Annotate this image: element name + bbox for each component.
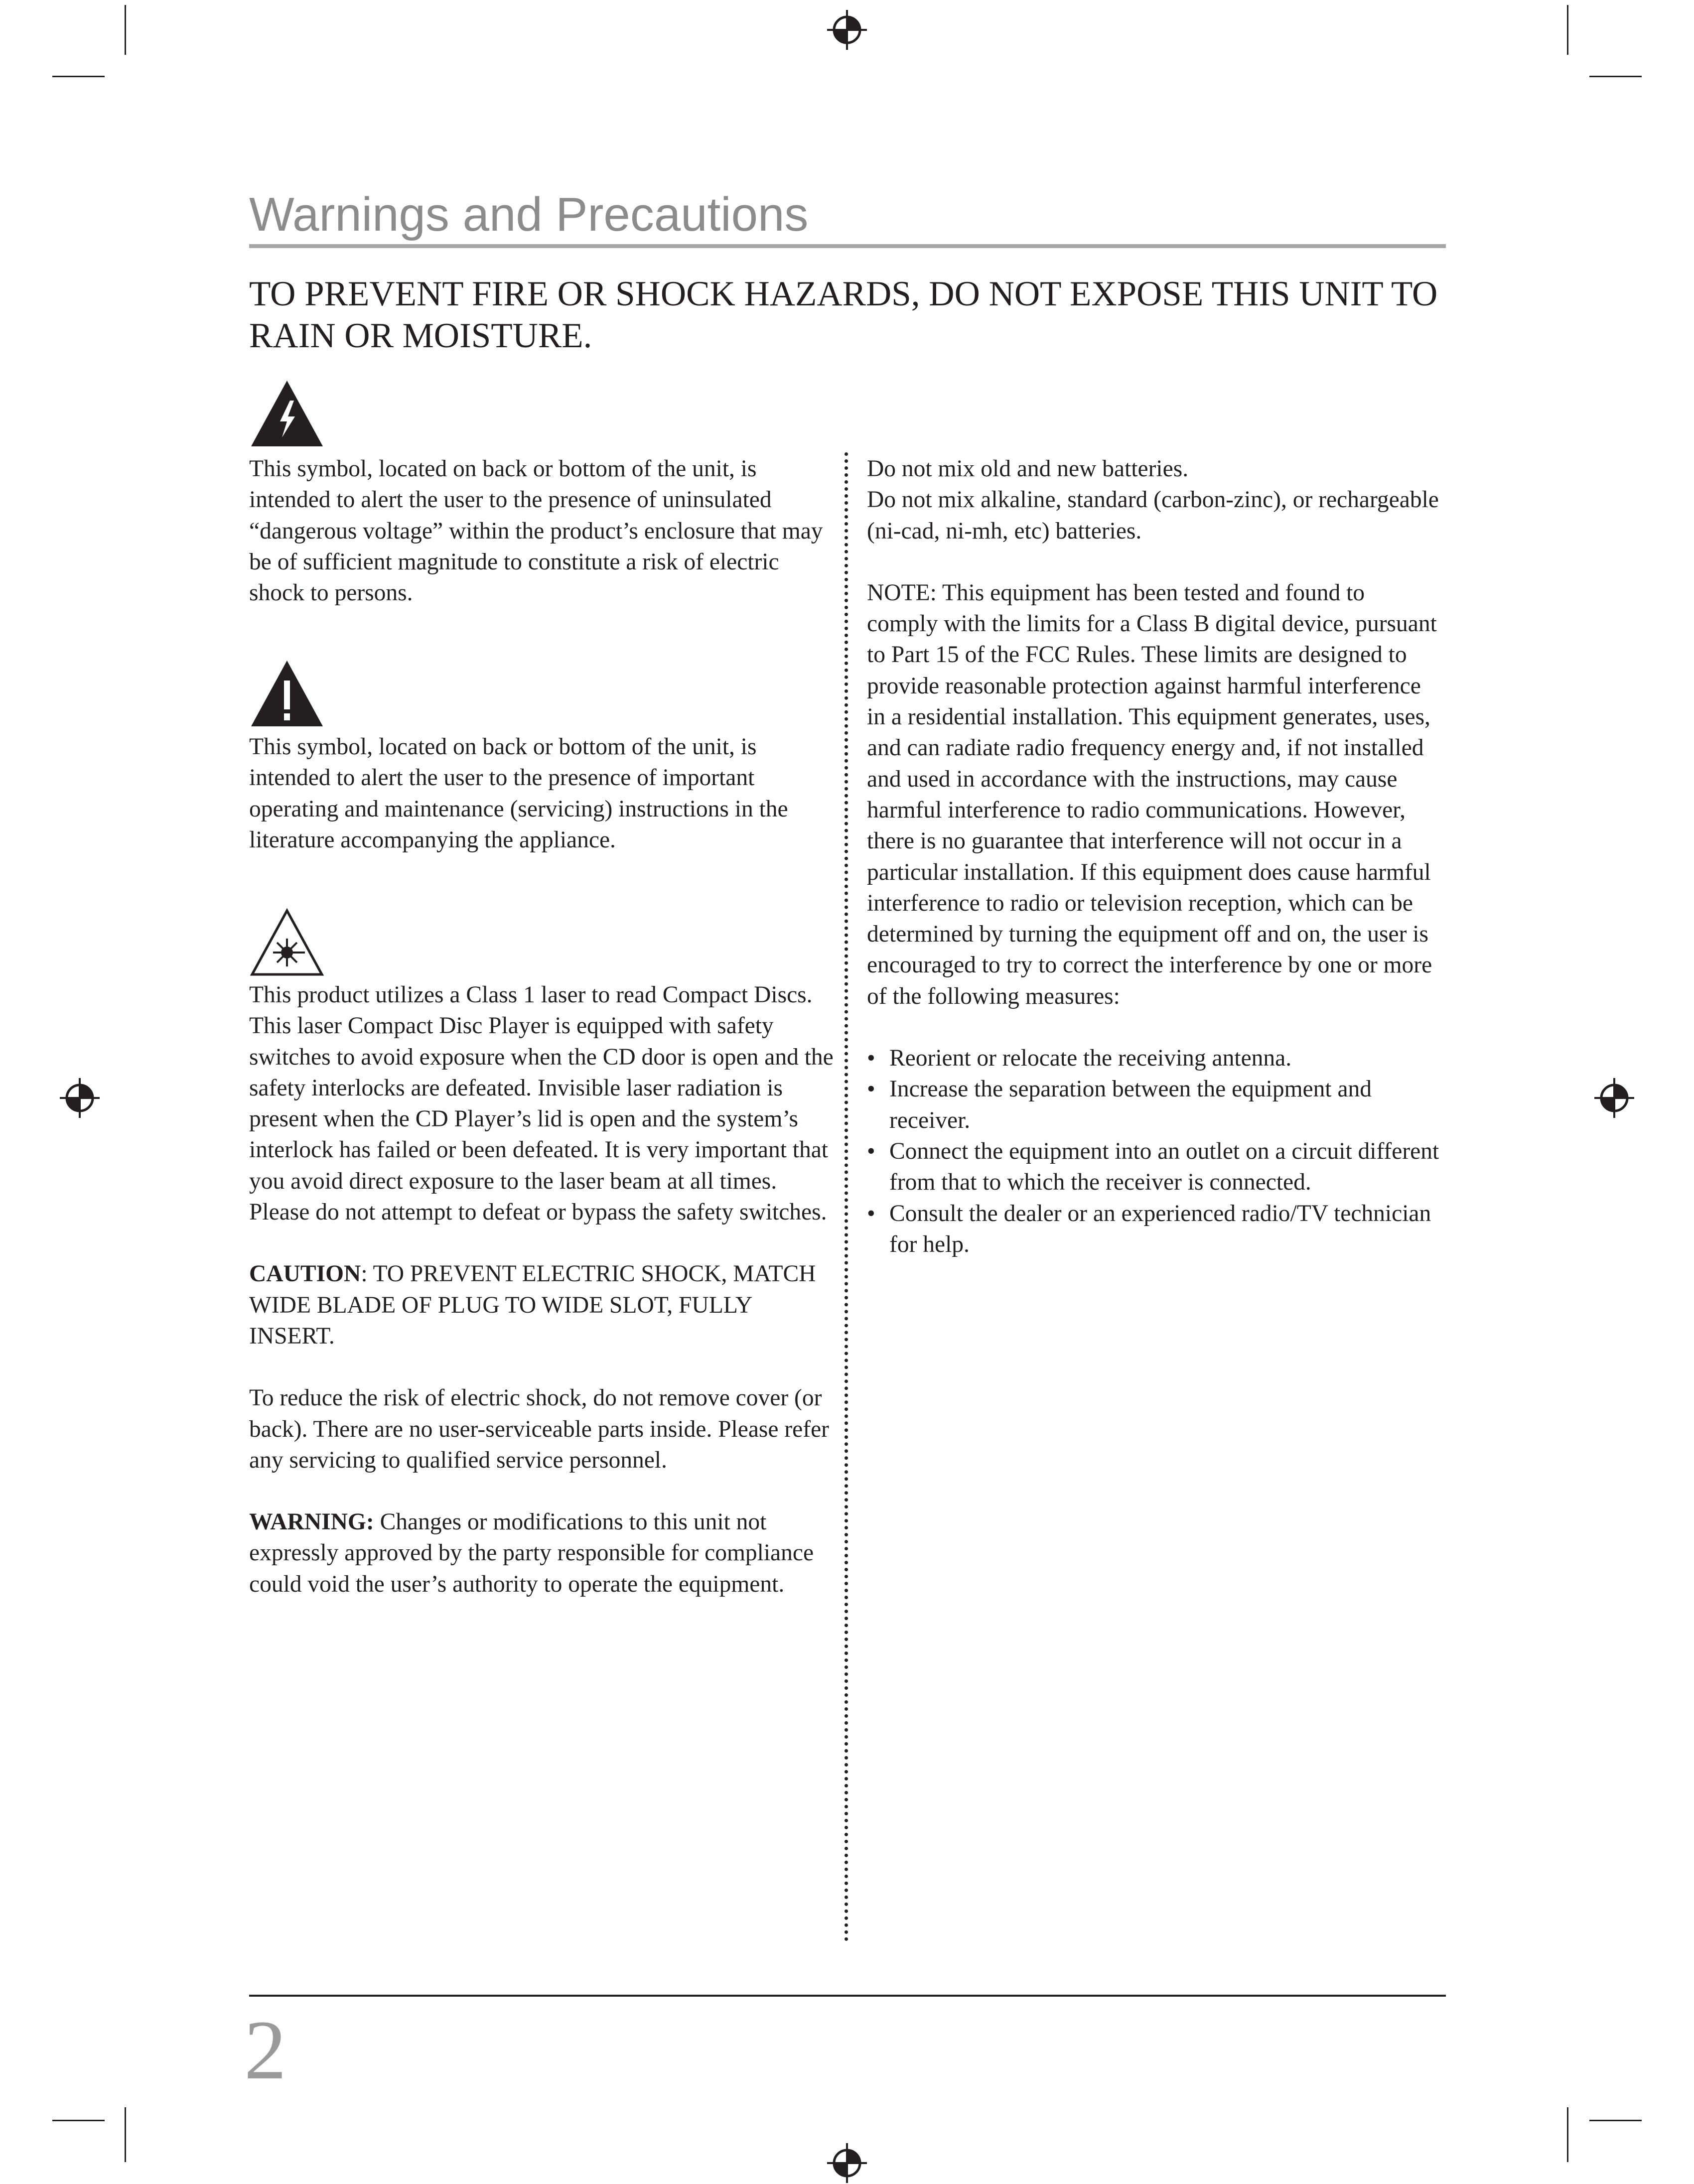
list-item: • Consult the dealer or an experienced radio/TV technician for help. (867, 1198, 1440, 1260)
laser-warning-icon (249, 908, 325, 977)
exclamation-warning-icon (249, 659, 325, 728)
crop-mark-top-right-vertical (1567, 5, 1568, 55)
column-divider (845, 452, 848, 1942)
crop-mark-bottom-right-vertical (1567, 2107, 1568, 2162)
battery-line-2: Do not mix alkaline, standard (carbon-zinc), or rechargeable (ni-cad, ni-mh, etc) batteries. (867, 487, 1439, 544)
page-title: Warnings and Precautions (249, 188, 809, 241)
voltage-symbol-text: This symbol, located on back or bottom of the unit, is intended to alert the user to the presence of uninsulated “dangerous voltage” within the product’s enclosure that may be of sufficient magnitude to constitute a risk of electric shock to persons. (249, 456, 823, 606)
registration-mark-icon (1593, 1077, 1635, 1119)
crop-mark-bottom-left-horizontal (52, 2120, 105, 2121)
crop-mark-top-left-horizontal (52, 76, 105, 77)
page-number: 2 (244, 2003, 286, 2097)
crop-mark-bottom-left-vertical (125, 2107, 126, 2162)
caution-label: CAUTION (249, 1261, 361, 1287)
footer-rule (249, 1995, 1446, 1997)
battery-line-1: Do not mix old and new batteries. (867, 456, 1189, 482)
list-item: • Reorient or relocate the receiving antenna. (867, 1043, 1440, 1074)
registration-mark-icon (59, 1077, 101, 1119)
crop-mark-bottom-right-horizontal (1589, 2120, 1642, 2121)
attention-symbol-text: This symbol, located on back or bottom of the unit, is intended to alert the user to the presence of important operating and maintenance (servicing) instructions in the literature accompanying the appliance. (249, 734, 788, 853)
reduce-risk-text: To reduce the risk of electric shock, do not remove cover (or back). There are no user-serviceable parts inside. Please refer any servicing to qualified service personnel. (249, 1385, 829, 1473)
list-item: • Connect the equipment into an outlet on a circuit different from that to which the receiver is connected. (867, 1136, 1440, 1198)
title-underline (249, 244, 1446, 248)
attention-symbol-paragraph (249, 731, 837, 855)
laser-section (249, 979, 837, 1600)
crop-mark-top-right-horizontal (1589, 76, 1642, 77)
lightning-warning-icon (249, 379, 325, 448)
caution-paragraph (249, 1258, 837, 1352)
fcc-measures-list (867, 1043, 1440, 1260)
right-column (867, 453, 1440, 1260)
list-item: • Increase the separation between the equipment and receiver. (867, 1074, 1440, 1136)
crop-mark-top-left-vertical (125, 5, 126, 55)
registration-mark-icon (826, 9, 868, 51)
voltage-symbol-paragraph (249, 453, 837, 608)
fire-shock-headline: TO PREVENT FIRE OR SHOCK HAZARDS, DO NOT EXPOSE THIS UNIT TO RAIN OR MOISTURE. (249, 274, 1438, 355)
fcc-note: NOTE: This equipment has been tested and found to comply with the limits for a Class B digital device, pursuant to Part 15 of the FCC Rules. These limits are designed to provide reasonable protection against harmful interference in a residential installation. This equipment generates, uses, and can radiate radio frequency energy and, if not installed and used in accordance with the instructions, may cause harmful interference to radio communications. However, there is no guarantee that interference will not occur in a particular installation. If this equipment does cause harmful interference to radio or television reception, which can be determined by turning the equipment off and on, the user is encouraged to try to correct the interference by one or more of the following measures: (867, 579, 1437, 1009)
laser-text: This product utilizes a Class 1 laser to read Compact Discs. This laser Compact Disc Player is equipped with safety switches to avoid exposure when the CD door is open and the safety interlocks are defeated. Invisible laser radiation is present when the CD Player’s lid is open and the system’s interlock has failed or been defeated. It is very important that you avoid direct exposure to the laser beam at all times. Please do not attempt to defeat or bypass the safety switches. (249, 982, 834, 1226)
caution-text: : TO PREVENT ELECTRIC SHOCK, MATCH WIDE BLADE OF PLUG TO WIDE SLOT, FULLY INSERT. (249, 1261, 816, 1349)
warning-text: Changes or modifications to this unit not expressly approved by the party responsible for compliance could void the user’s authority to operate the equipment. (249, 1509, 814, 1597)
registration-mark-icon (826, 2142, 868, 2184)
warning-paragraph (249, 1506, 837, 1600)
warning-label: WARNING: (249, 1509, 374, 1535)
